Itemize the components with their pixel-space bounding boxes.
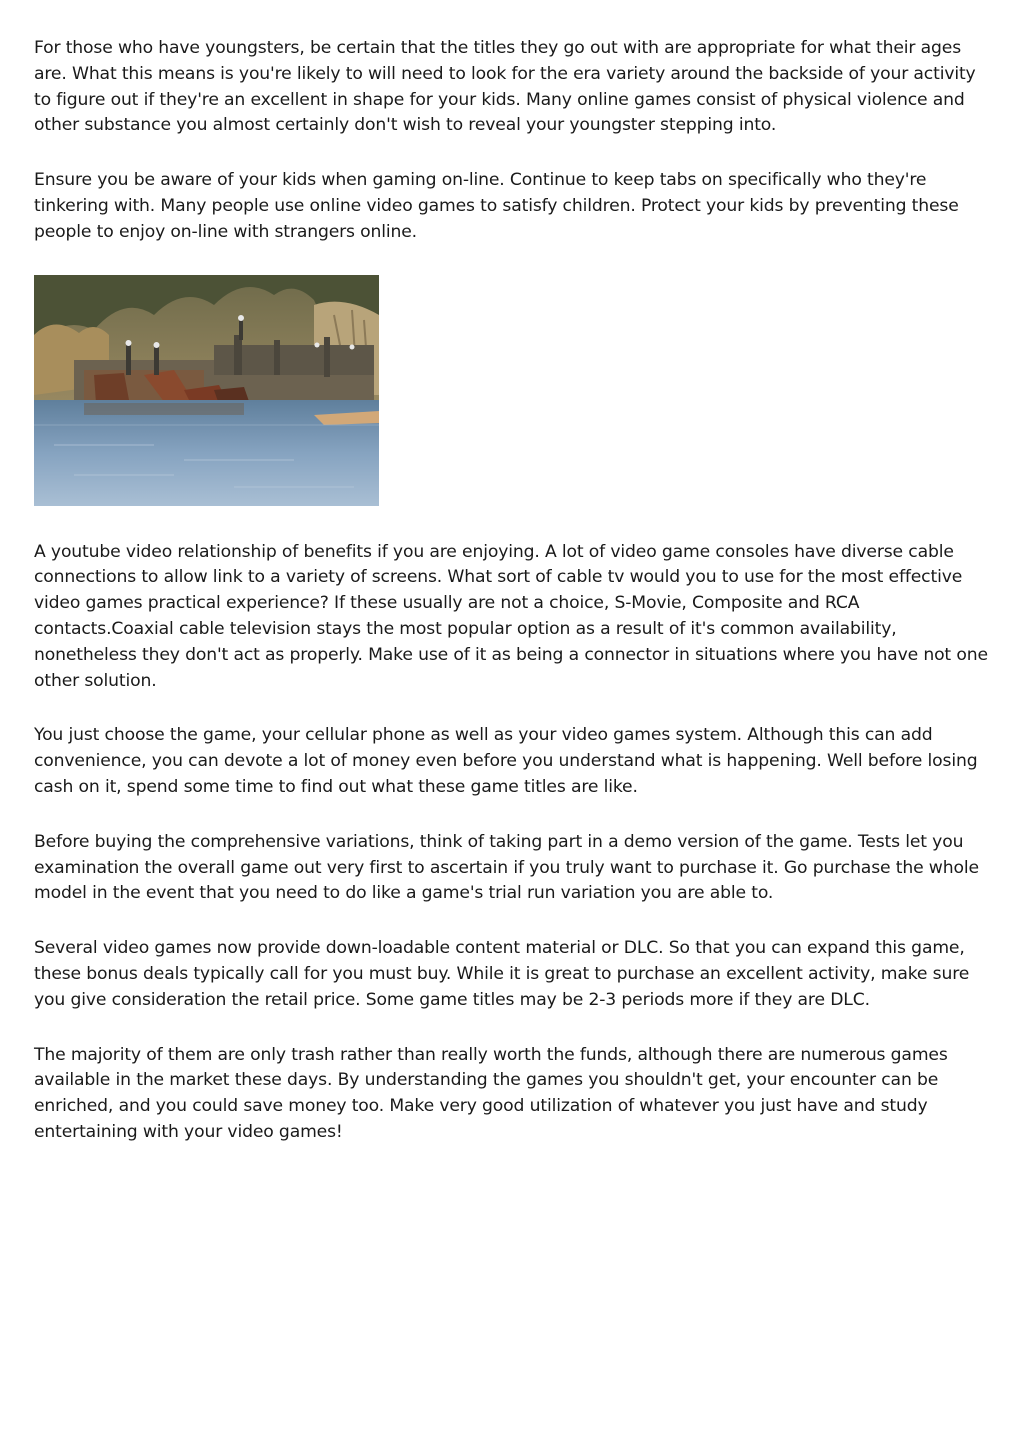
- article-body: [34, 36, 990, 1175]
- paragraph-online-safety: Ensure you be aware of your kids when gaming on-line. Continue to keep tabs on specifically who they're tinkering with. Many people use online video games to satisfy children. Protect your kids by preventing these people to enjoy on-line with strangers online.: [34, 170, 959, 242]
- paragraph-cable-connections: A youtube video relationship of benefits if you are enjoying. A lot of video game consoles have diverse cable connections to allow link to a variety of screens. What sort of cable tv would you to use for the most effective video games practical experience? If these usually are not a choice, S-Movie, Composite and RCA contacts.Coaxial cable television stays the most popular option as a result of it's common availability, nonetheless they don't act as properly. Make use of it as being a connector in situations where you have not one other solution.: [34, 541, 988, 691]
- paragraph-phone-purchases: You just choose the game, your cellular phone as well as your video games system. Although this can add convenience, you can devote a lot of money even before you understand what is happening. Well before losing cash on it, spend some time to find out what these game titles are like.: [34, 725, 978, 797]
- paragraph-age-ratings: For those who have youngsters, be certain that the titles they go out with are appropriate for what their ages are. What this means is you're likely to will need to look for the era variety around the backside of your activity to figure out if they're an excellent in shape for your kids. Many online games consist of physical violence and other substance you almost certainly don't wish to reveal your youngster stepping into.: [34, 38, 976, 136]
- shipwreck-harbor-image: [34, 275, 379, 506]
- article-photo: [34, 275, 379, 506]
- paragraph-dlc: Several video games now provide down-loadable content material or DLC. So that you can expand this game, these bonus deals typically call for you must buy. While it is great to purchase an excellent activity, make sure you give consideration the retail price. Some game titles may be 2-3 periods more if they are DLC.: [34, 938, 970, 1010]
- paragraph-demo-versions: Before buying the comprehensive variations, think of taking part in a demo version of the game. Tests let you examination the overall game out very first to ascertain if you truly want to purchase it. Go purchase the whole model in the event that you need to do like a game's trial run variation you are able to.: [34, 831, 979, 904]
- paragraph-conclusion: The majority of them are only trash rather than really worth the funds, although there are numerous games available in the market these days. By understanding the games you shouldn't get, your encounter can be enriched, and you could save money too. Make very good utilization of whatever you just have and study entertaining with your video games!: [34, 1044, 948, 1142]
